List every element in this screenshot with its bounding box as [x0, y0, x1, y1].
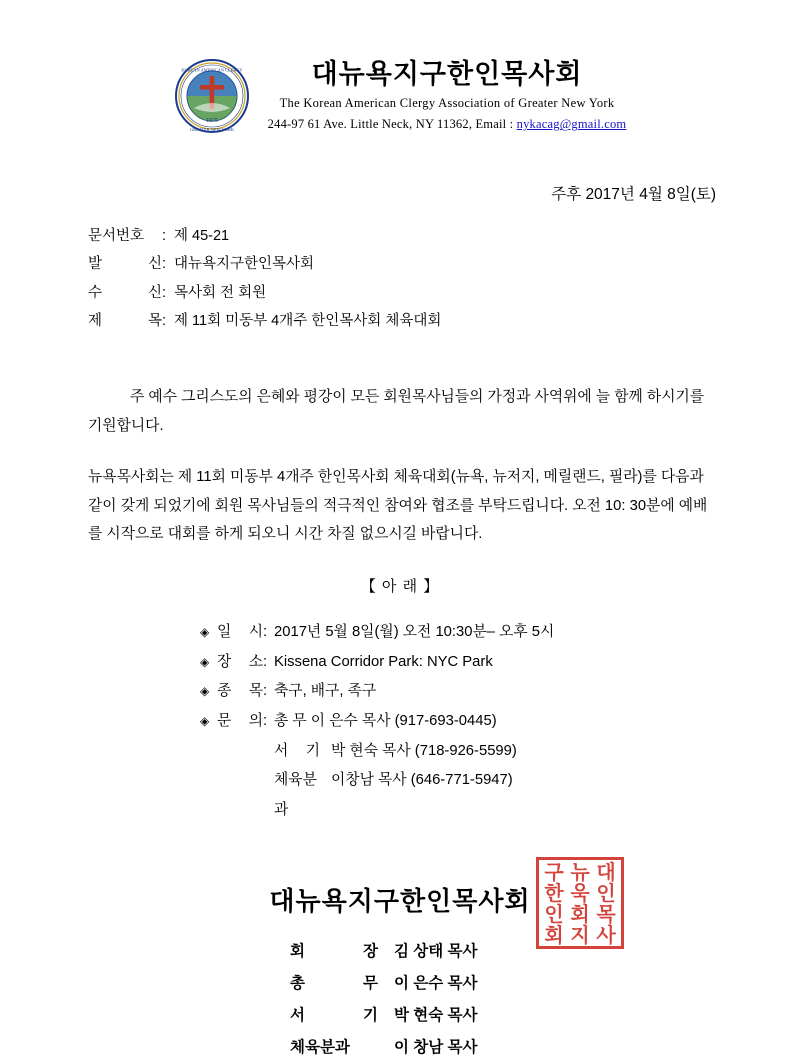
- detail-colon: :: [263, 713, 268, 730]
- detail-colon: :: [263, 683, 268, 700]
- detail-label: [217, 618, 263, 648]
- officer-title-part: 기: [363, 1006, 378, 1024]
- detail-label-part: 일: [217, 624, 232, 641]
- meta-colon: :: [162, 312, 167, 329]
- red-official-seal: [536, 857, 624, 949]
- meta-label-part: 발: [88, 256, 103, 273]
- detail-value: 2017년 5월 8일(월) 오전 10:30분– 오후 5시: [274, 624, 555, 641]
- seal-char: 대: [596, 862, 616, 885]
- seal-char: 사: [596, 925, 616, 948]
- seal-char: 구: [544, 862, 564, 885]
- officer-name: 이 은수 목사: [394, 975, 478, 993]
- org-address: [268, 117, 627, 132]
- seal-char: 목: [596, 904, 616, 927]
- svg-text:KOREAN AMERICAN CLERGY: KOREAN AMERICAN CLERGY: [181, 67, 243, 73]
- seal-char: 인: [596, 883, 616, 906]
- meta-label-part: 제: [88, 312, 103, 329]
- seal-char: 인: [544, 904, 564, 927]
- contact-value: 박 현숙 목사 (718-926-5599): [331, 742, 517, 759]
- meta-label-part: 신: [147, 256, 162, 273]
- detail-colon: :: [263, 653, 268, 670]
- seal-char: 욱: [570, 883, 590, 906]
- detail-label: [217, 677, 263, 707]
- meta-label: [88, 222, 162, 250]
- signature-block: [0, 862, 800, 1063]
- list-item: [0, 936, 800, 968]
- seal-char: 지: [570, 925, 590, 948]
- detail-colon: :: [263, 624, 268, 641]
- list-item: [0, 1032, 800, 1064]
- meta-row: [88, 222, 800, 250]
- meta-row: [88, 279, 800, 307]
- detail-row: [200, 618, 800, 648]
- meta-label: [88, 279, 162, 307]
- detail-label-part: 의: [248, 713, 263, 730]
- contact-role-part: 체육분과: [274, 772, 317, 818]
- seal-column: [593, 863, 619, 947]
- detail-row: [200, 677, 800, 707]
- seal-char: 뉴: [570, 862, 590, 885]
- document-body: [0, 383, 800, 549]
- meta-value: 제 45-21: [174, 228, 230, 244]
- address-text: 244-97 61 Ave. Little Neck, NY 11362, Email :: [267, 117, 514, 132]
- officer-name: 김 상태 목사: [394, 943, 478, 961]
- detail-row: [200, 648, 800, 678]
- detail-row: [200, 707, 800, 737]
- svg-text:1975: 1975: [205, 118, 218, 124]
- detail-label-part: 종: [217, 683, 232, 700]
- meta-label-part: 신: [147, 284, 162, 301]
- email-link[interactable]: nykacag@gmail.com: [516, 117, 627, 132]
- signature-org-name: 대뉴욕지구한인목사회: [269, 886, 531, 917]
- officer-title: [290, 1032, 394, 1064]
- detail-subrow: [200, 766, 800, 825]
- letterhead: [0, 0, 800, 134]
- meta-value: 목사회 전 회원: [174, 284, 267, 301]
- contact-role-part: 기: [305, 742, 320, 759]
- diamond-bullet-icon: ◈: [200, 684, 210, 699]
- meta-colon: :: [162, 228, 167, 244]
- diamond-bullet-icon: ◈: [200, 625, 210, 640]
- seal-char: 한: [544, 883, 564, 906]
- detail-label-part: 시: [248, 624, 263, 641]
- detail-value: 총 무 이 은수 목사 (917-693-0445): [274, 713, 497, 730]
- meta-colon: :: [162, 256, 167, 273]
- letterhead-text: [264, 60, 627, 133]
- officer-title-part: 무: [363, 975, 378, 993]
- detail-subrow: [200, 737, 800, 767]
- officers-list: [0, 936, 800, 1063]
- contact-role: [274, 766, 320, 825]
- officer-title-part: 총: [290, 975, 305, 993]
- meta-row: [88, 307, 800, 335]
- org-name-english: The Korean American Clergy Association of Greater New York: [279, 96, 615, 111]
- officer-title: [290, 968, 394, 1000]
- main-paragraph: 뉴욕목사회는 제 11회 미동부 4개주 한인목사회 체육대회(뉴욕, 뉴저지, 메릴랜드, 필라)를 다음과 같이 갖게 되었기에 회원 목사님들의 적극적인 참여와 협조를 부탁드립니다. 오전 10: 30분에 예배를 시작으로 대회를 하게 되오니 시간 차질 없으시길 바랍니다.: [88, 468, 708, 543]
- meta-label: [88, 307, 162, 335]
- detail-label-part: 목: [248, 683, 263, 700]
- list-item: [0, 968, 800, 1000]
- seal-char: 회: [544, 925, 564, 948]
- meta-label-part: 문서번호: [88, 228, 145, 244]
- officer-name: 박 현숙 목사: [394, 1006, 478, 1024]
- list-item: [0, 1000, 800, 1032]
- svg-text:GREATER NEW YORK: GREATER NEW YORK: [189, 127, 234, 132]
- detail-label-part: 문: [217, 713, 232, 730]
- detail-label: [217, 707, 263, 737]
- detail-value: Kissena Corridor Park: NYC Park: [274, 653, 493, 670]
- officer-title-part: 장: [363, 943, 378, 961]
- meta-row: [88, 250, 800, 278]
- detail-value: 축구, 배구, 족구: [274, 683, 377, 700]
- diamond-bullet-icon: ◈: [200, 714, 210, 729]
- org-name-korean: 대뉴욕지구한인목사회: [311, 58, 583, 89]
- document-meta: [0, 222, 800, 335]
- officer-name: 이 창남 목사: [394, 1038, 478, 1056]
- seal-column: [567, 863, 593, 947]
- detail-label-part: 장: [217, 653, 232, 670]
- greeting-paragraph: 주 예수 그리스도의 은혜와 평강이 모든 회원목사님들의 가정과 사역위에 늘 함께 하시기를 기원합니다.: [88, 389, 705, 434]
- contact-role-part: 서: [274, 742, 289, 759]
- document-date: 주후 2017년 4월 8일(토): [551, 186, 716, 203]
- officer-title-part: 회: [290, 943, 305, 961]
- diamond-bullet-icon: ◈: [200, 654, 210, 669]
- officer-title: [290, 936, 394, 968]
- meta-value: 제 11회 미동부 4개주 한인목사회 체육대회: [174, 312, 442, 329]
- contact-role: [274, 737, 320, 767]
- association-seal-logo: [174, 58, 250, 134]
- meta-label-part: 목: [147, 312, 162, 329]
- detail-label: [217, 648, 263, 678]
- meta-label: [88, 250, 162, 278]
- contact-value: 이창남 목사 (646-771-5947): [331, 772, 513, 789]
- meta-label-part: 수: [88, 284, 103, 301]
- seal-column: [541, 863, 567, 947]
- event-details: [0, 618, 800, 825]
- meta-value: 대뉴욕지구한인목사회: [174, 256, 315, 273]
- detail-label-part: 소: [248, 653, 263, 670]
- officer-title-part: 체육분과: [290, 1038, 350, 1056]
- meta-colon: :: [162, 284, 167, 301]
- officer-title: [290, 1000, 394, 1032]
- below-heading: 【 아 래 】: [360, 578, 440, 596]
- seal-char: 회: [570, 904, 590, 927]
- officer-title-part: 서: [290, 1006, 305, 1024]
